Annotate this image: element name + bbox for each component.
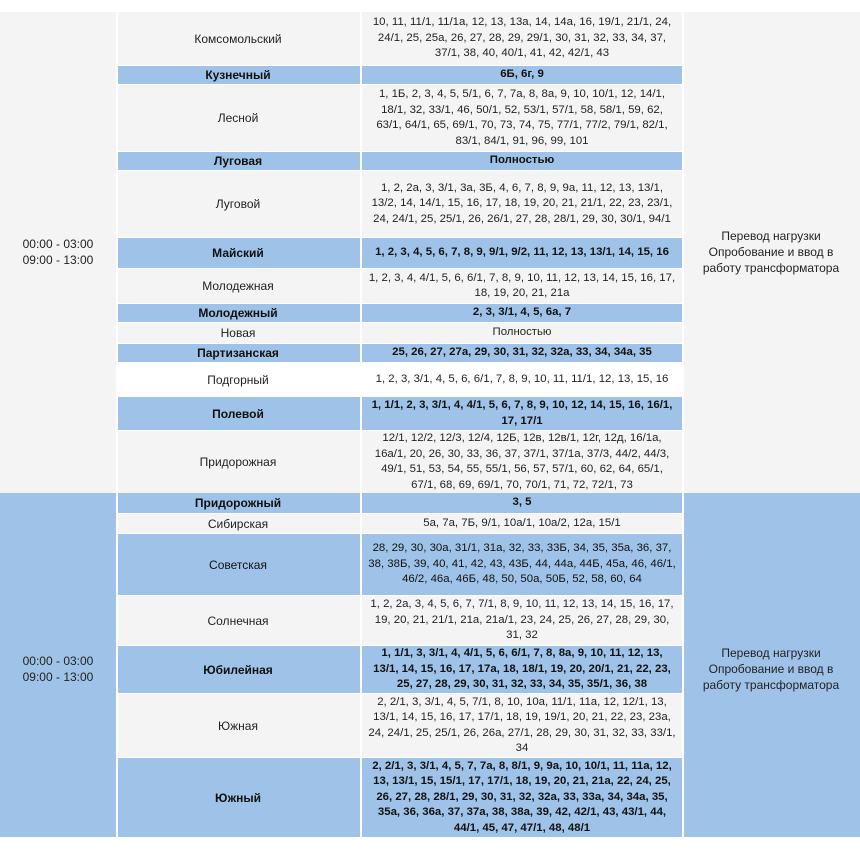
house-numbers: 3, 5 (362, 493, 682, 513)
street-name: Подгорный (116, 362, 362, 396)
house-numbers: 28, 29, 30, 30а, 31/1, 31а, 32, 33, 33Б, 34, 35, 35а, 36, 37, 38, 38Б, 39, 40, 41, 42, 43, 43Б, 44, 44а, 44Б, 45а, 46, 46/1, 46/2, 46а, 46Б, 48, 50, 50а, 50Б, 52, 58, 60, 64 (362, 533, 682, 595)
street-name: Новая (116, 322, 362, 343)
house-numbers: 2, 3, 3/1, 4, 5, 6а, 7 (362, 303, 682, 322)
street-name: Полевой (116, 396, 362, 430)
house-numbers: 1, 1/1, 3, 3/1, 4, 4/1, 5, 6, 6/1, 7, 8, 8а, 9, 10, 11, 12, 13, 13/1, 14, 15, 16, 17, 17а, 18, 18/1, 19, 20, 20/1, 21, 22, 23, 25, 27, 28, 29, 30, 31, 32, 33, 34, 35, 35/1, 36, 38 (362, 645, 682, 693)
time-window (0, 653, 116, 685)
street-name: Молодежная (116, 268, 362, 303)
street-name: Юбилейная (116, 645, 362, 693)
table-row (0, 533, 860, 595)
street-name: Солнечная (116, 595, 362, 645)
house-numbers: 25, 26, 27, 27а, 29, 30, 31, 32, 32а, 33, 34, 34а, 35 (362, 343, 682, 362)
house-numbers: Полностью (362, 151, 682, 170)
house-numbers: 12/1, 12/2, 12/3, 12/4, 12Б, 12в, 12в/1, 12г, 12д, 16/1а, 16а/1, 20, 26, 30, 33, 36, 37, 37/1, 37/1а, 37/3, 44/2, 44/3, 49/1, 51, 53, 54, 55, 55/1, 56, 57, 57/1, 60, 62, 64, 65/1, 67/1, 68, 69, 69/1, 70, 70/1, 71, 72, 72/1, 73 (362, 430, 682, 493)
time-line-2: 09:00 - 13:00 (22, 670, 94, 684)
table-row (0, 493, 860, 513)
street-name: Луговой (116, 170, 362, 237)
street-name: Партизанская (116, 343, 362, 362)
table-row (0, 12, 860, 65)
action-line-3: работу трансформатора (702, 678, 840, 692)
table-row (0, 693, 860, 757)
house-numbers: 1, 2, 2а, 3, 3/1, 3а, 3Б, 4, 6, 7, 8, 9, 9а, 11, 12, 13, 13/1, 13/2, 14, 14/1, 15, 16, 17, 18, 19, 20, 21, 21/1, 22, 23, 23/1, 24, 24/1, 25, 25/1, 26, 26/1, 27, 28, 28/1, 29, 30, 30/1, 94/1 (362, 170, 682, 237)
street-name: Советская (116, 533, 362, 595)
action-line-1: Перевод нагрузки (721, 646, 821, 660)
schedule-group-1 (0, 12, 860, 493)
time-window (0, 236, 116, 268)
street-name: Сибирская (116, 513, 362, 533)
table-row (0, 430, 860, 493)
street-name: Майский (116, 237, 362, 268)
table-row (0, 757, 860, 837)
house-numbers: 2, 2/1, 3, 3/1, 4, 5, 7, 7а, 8, 8/1, 9, 9а, 10, 10/1, 11, 11а, 12, 13, 13/1, 15, 15/1, 17, 17/1, 18, 19, 20, 21, 21а, 22, 24, 25, 26, 27, 28, 28/1, 29, 30, 31, 32, 32а, 33, 33а, 34, 34а, 35, 35а, 36, 36а, 37, 37а, 38, 38а, 39, 42, 42/1, 43, 43/1, 44, 44/1, 45, 47, 47/1, 48, 48/1 (362, 757, 682, 837)
house-numbers: 2, 2/1, 3, 3/1, 4, 5, 7/1, 8, 10, 10а, 11/1, 11а, 12, 12/1, 13, 13/1, 14, 15, 16, 17, 17/1, 18, 19, 19/1, 20, 21, 22, 23, 23а, 24, 24/1, 25, 25/1, 26, 26а, 27/1, 28, 29, 30, 31, 32, 33, 33/1, 34 (362, 693, 682, 757)
action-line-1: Перевод нагрузки (721, 229, 821, 243)
work-description (682, 228, 860, 276)
action-line-2: Опробование и ввод в (708, 245, 834, 259)
table-row (0, 362, 860, 396)
street-name: Луговая (116, 151, 362, 170)
schedule-group-2 (0, 493, 860, 837)
house-numbers: 5а, 7а, 7Б, 9/1, 10а/1, 10а/2, 12а, 15/1 (362, 513, 682, 533)
table-row (0, 65, 860, 84)
action-line-3: работу трансформатора (702, 261, 840, 275)
time-line-1: 00:00 - 03:00 (22, 654, 94, 668)
outage-table (0, 12, 860, 837)
time-line-2: 09:00 - 13:00 (22, 253, 94, 267)
house-numbers: 1, 1Б, 2, 3, 4, 5, 5/1, 6, 7, 7а, 8, 8а, 9, 10, 10/1, 12, 14/1, 18/1, 32, 33/1, 46, 50/1, 52, 53/1, 57/1, 58, 58/1, 59, 62, 63/1, 64/1, 65, 69/1, 70, 73, 74, 75, 77/1, 77/2, 79/1, 82/1, 83/1, 84/1, 91, 96, 99, 101 (362, 84, 682, 151)
action-line-2: Опробование и ввод в (708, 662, 834, 676)
table-row (0, 151, 860, 170)
table-row (0, 303, 860, 322)
house-numbers: 6Б, 6г, 9 (362, 65, 682, 84)
house-numbers: 1, 1/1, 2, 3, 3/1, 4, 4/1, 5, 6, 7, 8, 9, 10, 12, 14, 15, 16, 16/1, 17, 17/1 (362, 396, 682, 430)
table-row (0, 396, 860, 430)
table-row (0, 170, 860, 237)
street-name: Южная (116, 693, 362, 757)
house-numbers: 10, 11, 11/1, 11/1а, 12, 13, 13а, 14, 14а, 16, 19/1, 21/1, 24, 24/1, 25, 25а, 26, 27, 28, 29, 29/1, 30, 31, 32, 33, 34, 37, 37/1, 38, 40, 40/1, 41, 42, 42/1, 43 (362, 12, 682, 65)
street-name: Южный (116, 757, 362, 837)
work-description (682, 645, 860, 693)
house-numbers: Полностью (362, 322, 682, 343)
street-name: Придорожная (116, 430, 362, 493)
street-name: Молодежный (116, 303, 362, 322)
house-numbers: 1, 2, 2а, 3, 4, 5, 6, 7, 7/1, 8, 9, 10, 11, 12, 13, 14, 15, 16, 17, 19, 20, 21, 21/1, 21а, 21а/1, 23, 24, 25, 26, 27, 28, 29, 30, 31, 32 (362, 595, 682, 645)
table-row (0, 343, 860, 362)
street-name: Придорожный (116, 493, 362, 513)
table-row (0, 84, 860, 151)
table-row (0, 322, 860, 343)
time-line-1: 00:00 - 03:00 (22, 237, 94, 251)
street-name: Кузнечный (116, 65, 362, 84)
house-numbers: 1, 2, 3, 4, 5, 6, 7, 8, 9, 9/1, 9/2, 11, 12, 13, 13/1, 14, 15, 16 (362, 237, 682, 268)
table-row (0, 595, 860, 645)
street-name: Комсомольский (116, 12, 362, 65)
street-name: Лесной (116, 84, 362, 151)
table-row (0, 513, 860, 533)
house-numbers: 1, 2, 3, 3/1, 4, 5, 6, 6/1, 7, 8, 9, 10, 11, 11/1, 12, 13, 15, 16 (362, 362, 682, 396)
house-numbers: 1, 2, 3, 4, 4/1, 5, 6, 6/1, 7, 8, 9, 10, 11, 12, 13, 14, 15, 16, 17, 18, 19, 20, 21, 21а (362, 268, 682, 303)
